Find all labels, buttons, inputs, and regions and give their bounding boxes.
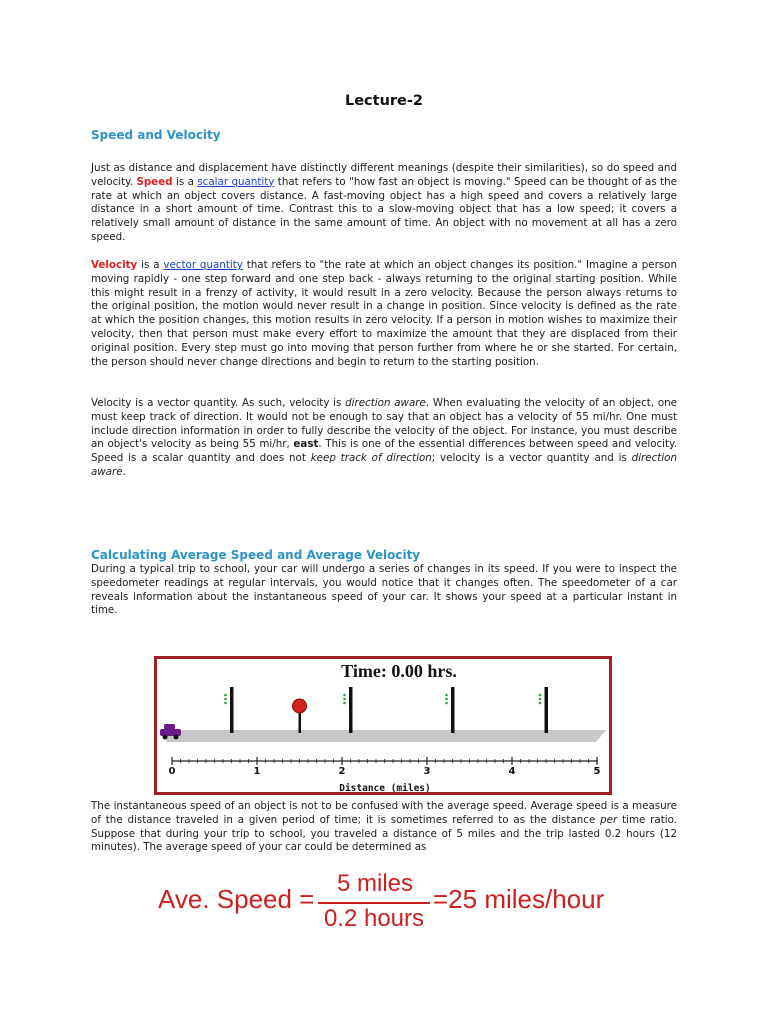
formula-fraction-bar [318, 902, 430, 904]
stoplight-pole [349, 687, 353, 733]
stoplight-green-lamp [539, 702, 542, 705]
formula-denominator: 0.2 hours [323, 905, 425, 932]
stoplight-green-lamp [539, 698, 542, 701]
stoplight-green-lamp [445, 702, 448, 705]
stoplight-green-lamp [343, 698, 346, 701]
stoplight-pole [451, 687, 455, 733]
stoplight-green-lamp [343, 694, 346, 697]
page-title: Lecture-2 [344, 93, 423, 109]
average-speed-animation [154, 656, 612, 795]
car-body [160, 729, 181, 736]
term-velocity: Velocity [91, 259, 138, 271]
link-vector-quantity[interactable]: vector quantity [163, 259, 243, 271]
formula-rhs: =25 miles/hour [433, 884, 605, 914]
stop-sign-face [293, 699, 307, 713]
stoplight-green-lamp [224, 694, 227, 697]
stoplight-green-lamp [445, 694, 448, 697]
car-wheel [174, 735, 179, 740]
stoplight-green-lamp [343, 702, 346, 705]
axis-tick-label: 0 [168, 766, 176, 777]
axis-tick-label: 1 [253, 766, 261, 777]
axis-label: Distance (miles) [339, 783, 431, 794]
paragraph-velocity-direction: Velocity is a vector quantity. As such, velocity is direction aware. When evaluating the velocity of an object, one must keep track of direction. It would not be enough to say that an object has a velocity of 55 mi/hr. One must include direction information in order to fully describe the velocity of the object. For instance, you must describe an object's velocity as being 55 mi/hr, east. This is one of the essential differences between speed and velocity. Speed is a scalar quantity and does not keep track of direction; velocity is a vector quantity and is direction aware. [91, 397, 678, 478]
car-cabin [164, 724, 175, 730]
paragraph-velocity-definition: Velocity is a vector quantity that refers to "the rate at which an object changes its position." Imagine a person moving rapidly - one step forward and one step back - always returning to the original starting position. While this might result in a frenzy of activity, it would result in a zero velocity. Because the person always returns to the original position, the motion would never result in a change in position. Since velocity is defined as the rate at which the position changes, this motion results in zero velocity. If a person in motion wishes to maximize their velocity, then that person must make every effort to maximize the amount that they are displaced from their original position. Every step must go into moving that person further from where he or she started. For certain, the person should never change directions and begin to return to the starting position. [91, 259, 677, 368]
stoplight-green-lamp [539, 694, 542, 697]
link-scalar-quantity[interactable]: scalar quantity [197, 175, 275, 188]
axis-tick-label: 2 [338, 766, 346, 777]
paragraph-average-speed: The instantaneous speed of an object is not to be confused with the average speed. Average speed is a measure of the distance traveled in a given period of time; it is sometimes referred to as the distance per time ratio. Suppose that during your trip to school, you traveled a distance of 5 miles and the trip lasted 0.2 hours (12 minutes). The average speed of your car could be determined as [91, 800, 677, 854]
formula-lhs: Ave. Speed = [158, 884, 315, 914]
section-heading-average-speed: Calculating Average Speed and Average Velocity [91, 548, 421, 562]
section-heading-speed-velocity: Speed and Velocity [91, 128, 221, 142]
car-wheel [163, 735, 168, 740]
axis-tick-label: 3 [423, 766, 431, 777]
term-speed: Speed [136, 175, 173, 188]
stoplight-pole [230, 687, 234, 733]
paragraph-speed-definition: Just as distance and displacement have distinctly different meanings (despite their similarities), so do speed and velocity. Speed is a scalar quantity that refers to "how fast an object is moving." Speed can be thought of as the rate at which an object covers distance. A fast-moving object has a high speed and covers a relatively large distance in a short amount of time. Contrast this to a slow-moving object that has a low speed; it covers a relatively small amount of distance in the same amount of time. An object with no movement at all has a zero speed. [91, 162, 677, 243]
stoplight-green-lamp [224, 702, 227, 705]
average-speed-formula [158, 870, 628, 934]
stoplight-green-lamp [445, 698, 448, 701]
axis-tick-label: 4 [508, 766, 516, 777]
formula-numerator: 5 miles [336, 870, 414, 897]
paragraph-instantaneous-speed: During a typical trip to school, your car will undergo a series of changes in its speed. If you were to inspect the speedometer readings at regular intervals, you would notice that it changes often. The speedometer of a car reveals information about the instantaneous speed of your car. It shows your speed at a particular instant in time. [91, 563, 677, 617]
axis-tick-label: 5 [593, 766, 601, 777]
stoplight-pole [545, 687, 549, 733]
time-label: Time: 0.00 hrs. [341, 661, 457, 681]
stoplight-green-lamp [224, 698, 227, 701]
